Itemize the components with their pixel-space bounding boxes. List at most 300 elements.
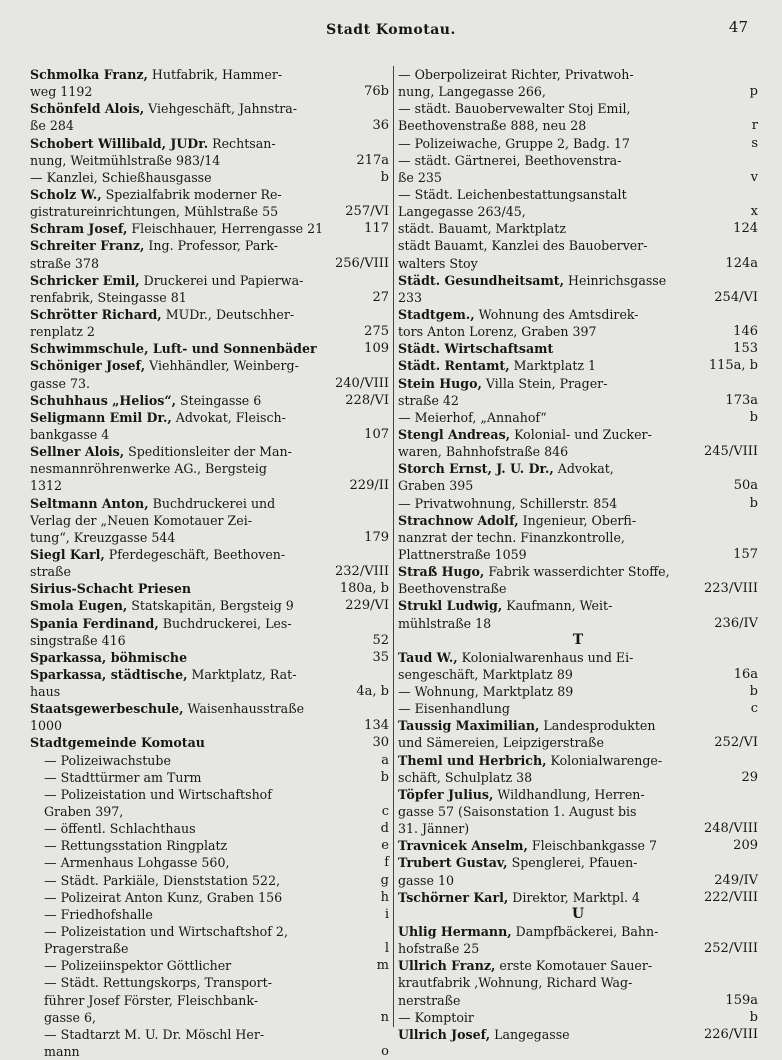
entry-text	[30, 255, 99, 272]
directory-line	[30, 992, 389, 1009]
entry-phone-number: 223/VIII	[704, 581, 758, 597]
entry-description: singstraße 416	[30, 632, 126, 648]
directory-line	[30, 289, 389, 306]
directory-line	[30, 580, 389, 597]
entry-description: Ing. Professor, Park-	[144, 238, 279, 254]
entry-text	[44, 940, 128, 957]
entry-phone-number: d	[380, 821, 389, 837]
directory-line	[30, 872, 389, 889]
entry-description: Rechtsan-	[208, 135, 276, 151]
entry-phone-number: g	[380, 872, 389, 888]
entry-name: Sirius-Schacht Priesen	[30, 581, 192, 597]
entry-name: Schram Josef,	[30, 221, 128, 237]
entry-text	[30, 512, 252, 529]
entry-description: ße 235	[398, 169, 442, 185]
entry-text	[398, 460, 614, 477]
entry-text	[398, 237, 648, 254]
entry-description: Hutfabrik, Hammer-	[147, 67, 283, 82]
entry-text	[44, 1043, 80, 1060]
directory-line	[398, 580, 758, 597]
directory-line	[398, 443, 758, 460]
entry-text	[30, 289, 187, 306]
entry-text	[398, 615, 491, 632]
entry-phone-number: n	[380, 1009, 389, 1025]
entry-description: Fleischhauer, Herrengasse 21	[127, 221, 324, 237]
entry-description: Graben 397,	[44, 804, 124, 820]
entry-text	[398, 169, 442, 186]
entry-text	[30, 357, 299, 374]
directory-line	[30, 597, 389, 614]
entry-phone-number: h	[380, 889, 389, 905]
entry-description: Spezialfabrik moderner Re-	[101, 186, 282, 202]
entry-text	[398, 889, 640, 906]
directory-line	[30, 683, 389, 700]
entry-phone-number: 157	[733, 546, 758, 562]
entry-description: tors Anton Lorenz, Graben 397	[398, 324, 597, 340]
page-number: 47	[728, 18, 748, 36]
entry-text	[398, 854, 637, 871]
entry-text	[30, 169, 212, 186]
directory-line	[30, 152, 389, 169]
directory-line	[30, 237, 389, 254]
entry-phone-number: 107	[364, 426, 389, 442]
entry-text	[398, 186, 627, 203]
entry-text	[30, 392, 261, 409]
entry-description: — Stadttürmer am Turm	[44, 769, 202, 785]
entry-description: — Polizeiwachstube	[44, 752, 171, 768]
entry-description: krautfabrik ,Wohnung, Richard Wag-	[398, 975, 633, 991]
entry-description: ße 284	[30, 118, 74, 134]
entry-name: Schönfeld Alois,	[30, 101, 145, 117]
entry-text	[398, 323, 597, 340]
entry-text	[398, 923, 658, 940]
entry-name: Smola Eugen,	[30, 598, 128, 614]
entry-description: Langegasse	[490, 1026, 570, 1042]
entry-text	[398, 580, 507, 597]
entry-text	[30, 649, 187, 666]
directory-line	[30, 563, 389, 580]
entry-phone-number: 35	[372, 649, 389, 665]
entry-text	[44, 820, 196, 837]
directory-line	[398, 769, 758, 786]
entry-text	[44, 1026, 264, 1043]
entry-name: Tschörner Karl,	[398, 889, 509, 905]
entry-phone-number: 76b	[364, 84, 389, 100]
entry-text	[30, 203, 278, 220]
entry-description: gasse 10	[398, 872, 454, 888]
directory-line	[398, 1026, 758, 1043]
entry-description: führer Josef Förster, Fleischbank-	[44, 992, 259, 1008]
directory-line	[398, 460, 758, 477]
directory-line	[30, 974, 389, 991]
directory-line	[30, 649, 389, 666]
directory-line	[30, 443, 389, 460]
entry-description: Ingenieur, Oberfi-	[518, 512, 637, 528]
entry-text	[398, 426, 652, 443]
entry-phone-number: 236/IV	[714, 615, 758, 631]
directory-line	[30, 906, 389, 923]
entry-text	[398, 289, 422, 306]
entry-text	[30, 117, 74, 134]
entry-phone-number: 256/VIII	[335, 255, 389, 271]
entry-text	[30, 495, 275, 512]
entry-text	[398, 940, 479, 957]
directory-line	[398, 117, 758, 134]
entry-description: Buchdruckerei und	[148, 495, 276, 511]
entry-name: Schricker Emil,	[30, 272, 140, 288]
entry-description: mühlstraße 18	[398, 615, 492, 631]
entry-phone-number: l	[384, 941, 389, 957]
directory-line	[30, 803, 389, 820]
entry-text	[30, 375, 90, 392]
entry-phone-number: 124	[733, 221, 758, 237]
entry-description: Plattnerstraße 1059	[398, 546, 527, 562]
entry-description: hofstraße 25	[398, 941, 480, 957]
entry-text	[398, 734, 604, 751]
entry-text	[44, 923, 288, 940]
entry-phone-number: c	[750, 701, 758, 717]
entry-description: mann	[44, 1044, 80, 1060]
entry-description: Beethovenstraße 888, neu 28	[398, 118, 587, 134]
entry-description: Dampfbäckerei, Bahn-	[511, 924, 659, 940]
entry-name: Schrötter Richard,	[30, 306, 162, 322]
entry-phone-number: 115a, b	[708, 358, 758, 374]
entry-name: Theml und Herbrich,	[398, 752, 547, 768]
entry-description: — Stadtarzt M. U. Dr. Möschl Her-	[44, 1026, 265, 1042]
directory-line	[398, 872, 758, 889]
entry-description: 233	[398, 289, 423, 305]
directory-line	[30, 666, 389, 683]
entry-phone-number: 249/IV	[714, 872, 758, 888]
entry-description: Steingasse 6	[176, 392, 262, 408]
entry-text	[30, 409, 286, 426]
entry-text	[30, 443, 292, 460]
directory-line	[30, 889, 389, 906]
entry-name: Stengl Andreas,	[398, 426, 511, 442]
entry-description: Viehgeschäft, Jahnstra-	[144, 101, 298, 117]
entry-description: Speditionsleiter der Man-	[124, 444, 292, 460]
entry-name: Stadtgem.,	[398, 306, 475, 322]
directory-line	[398, 152, 758, 169]
entry-description: Langegasse 263/45,	[398, 204, 526, 220]
entry-text	[398, 563, 670, 580]
entry-text	[30, 717, 62, 734]
directory-line	[30, 169, 389, 186]
entry-text	[30, 237, 278, 254]
entry-phone-number: f	[384, 855, 389, 871]
entry-description: nerstraße	[398, 992, 461, 1008]
entry-phone-number: 248/VIII	[704, 821, 758, 837]
entry-description: — Kanzlei, Schießhausgasse	[30, 169, 212, 185]
entry-text	[398, 512, 636, 529]
entry-phone-number: 4a, b	[356, 684, 389, 700]
directory-line	[398, 615, 758, 632]
entry-text	[398, 649, 633, 666]
entry-description: und Sämereien, Leipzigerstraße	[398, 735, 604, 751]
entry-description: Landesprodukten	[539, 718, 656, 734]
entry-description: renfabrik, Steingasse 81	[30, 289, 187, 305]
entry-text	[398, 135, 630, 152]
entry-text	[30, 529, 175, 546]
entry-text	[44, 974, 272, 991]
directory-line	[30, 495, 389, 512]
entry-description: nesmannröhrenwerke AG., Bergsteig	[30, 461, 267, 477]
directory-line	[398, 957, 758, 974]
directory-line	[30, 100, 389, 117]
entry-description: Fleischbankgasse 7	[527, 838, 657, 854]
directory-line	[398, 632, 758, 649]
entry-name: Scholz W.,	[30, 186, 102, 202]
entry-phone-number: b	[380, 769, 389, 785]
entry-description: tung“, Kreuzgasse 544	[30, 529, 176, 545]
directory-line	[398, 889, 758, 906]
entry-description: nanzrat der techn. Finanzkontrolle,	[398, 529, 625, 545]
entry-text	[30, 272, 303, 289]
entry-description: — Eisenhandlung	[398, 701, 510, 717]
entry-text	[44, 786, 272, 803]
entry-description: — Polizeistation und Wirtschaftshof 2,	[44, 924, 288, 940]
entry-phone-number: e	[381, 838, 389, 854]
entry-phone-number: 232/VIII	[335, 564, 389, 580]
entry-text	[398, 752, 662, 769]
entry-phone-number: 146	[733, 324, 758, 340]
directory-line	[30, 255, 389, 272]
entry-text	[44, 1009, 96, 1026]
entry-phone-number: 153	[733, 341, 758, 357]
entry-description: sengeschäft, Marktplatz 89	[398, 666, 573, 682]
directory-line	[30, 529, 389, 546]
entry-text	[30, 152, 220, 169]
entry-description: Statskapitän, Bergsteig 9	[127, 598, 294, 614]
entry-description: — Polizeistation und Wirtschaftshof	[44, 786, 272, 802]
entry-name: Städt. Rentamt,	[398, 358, 510, 374]
entry-description: Buchdruckerei, Les-	[158, 615, 292, 631]
entry-description: erste Komotauer Sauer-	[495, 958, 653, 974]
section-letter: U	[571, 905, 585, 922]
directory-line	[30, 409, 389, 426]
entry-description: — Wohnung, Marktplatz 89	[398, 684, 574, 700]
entry-text	[398, 820, 469, 837]
entry-text	[30, 563, 71, 580]
directory-line	[30, 426, 389, 443]
entry-text	[44, 992, 258, 1009]
entry-name: Schreiter Franz,	[30, 238, 145, 254]
entry-text	[30, 546, 285, 563]
entry-text	[44, 837, 227, 854]
entry-description: — städt. Bauobervewalter Stoj Emil,	[398, 101, 631, 117]
entry-description: Druckerei und Papierwa-	[139, 272, 304, 288]
entry-description: 31. Jänner)	[398, 821, 470, 837]
entry-text	[44, 957, 231, 974]
directory-line	[398, 255, 758, 272]
directory-line	[30, 923, 389, 940]
directory-line	[398, 340, 758, 357]
entry-description: Advokat, Fleisch-	[171, 409, 286, 425]
entry-description: — Komptoir	[398, 1009, 474, 1025]
directory-line	[30, 357, 389, 374]
entry-phone-number: 180a, b	[339, 581, 389, 597]
entry-phone-number: s	[751, 135, 758, 151]
entry-description: Marktplatz 1	[509, 358, 597, 374]
entry-text	[398, 152, 621, 169]
entry-description: Verlag der „Neuen Komotauer Zei-	[30, 512, 253, 528]
entry-description: — Städt. Parkiäle, Dienststation 522,	[44, 872, 281, 888]
entry-description: straße	[30, 564, 71, 580]
entry-phone-number: 16a	[733, 666, 758, 682]
entry-phone-number: p	[749, 84, 758, 100]
entry-name: Seltmann Anton,	[30, 495, 149, 511]
directory-line	[30, 340, 389, 357]
entry-text	[398, 957, 652, 974]
directory-line	[30, 769, 389, 786]
entry-description: — Polizeiwache, Gruppe 2, Badg. 17	[398, 135, 630, 151]
entry-text	[30, 306, 294, 323]
directory-line	[398, 597, 758, 614]
directory-line	[30, 854, 389, 871]
directory-line	[398, 734, 758, 751]
entry-description: haus	[30, 684, 61, 700]
entry-phone-number: 36	[372, 118, 389, 134]
entry-name: Trubert Gustav,	[398, 855, 508, 871]
entry-text	[398, 255, 478, 272]
entry-name: Stein Hugo,	[398, 375, 482, 391]
entry-phone-number: r	[751, 118, 758, 134]
entry-description: Waisenhausstraße	[183, 701, 305, 717]
entry-text	[30, 340, 317, 357]
entry-description: Advokat,	[553, 461, 614, 477]
entry-text	[398, 83, 546, 100]
entry-text	[398, 392, 459, 409]
entry-description: straße 42	[398, 392, 459, 408]
directory-line	[398, 375, 758, 392]
entry-phone-number: 252/VIII	[704, 941, 758, 957]
directory-line	[30, 203, 389, 220]
entry-text	[398, 203, 526, 220]
entry-text	[44, 872, 280, 889]
entry-description: — Oberpolizeirat Richter, Privatwoh-	[398, 67, 634, 82]
entry-phone-number: b	[749, 684, 758, 700]
directory-line	[30, 837, 389, 854]
entry-text	[398, 117, 586, 134]
directory-line	[398, 717, 758, 734]
page-header	[0, 18, 782, 40]
entry-name: Ullrich Josef,	[398, 1026, 491, 1042]
entry-description: Spenglerei, Pfauen-	[507, 855, 638, 871]
directory-line	[398, 854, 758, 871]
entry-description: 1000	[30, 718, 63, 734]
entry-phone-number: 179	[364, 529, 389, 545]
directory-line	[30, 477, 389, 494]
entry-phone-number: b	[749, 495, 758, 511]
entry-text	[30, 615, 292, 632]
directory-line	[398, 495, 758, 512]
entry-description: — Polizeiinspektor Göttlicher	[44, 958, 232, 974]
directory-line	[30, 700, 389, 717]
entry-name: Strachnow Adolf,	[398, 512, 519, 528]
entry-name: Staatsgewerbeschule,	[30, 701, 184, 717]
directory-line	[398, 923, 758, 940]
entry-name: Straß Hugo,	[398, 564, 485, 580]
directory-line	[398, 323, 758, 340]
entry-name: Seligmann Emil Dr.,	[30, 409, 172, 425]
entry-name: Spania Ferdinand,	[30, 615, 159, 631]
entry-phone-number: i	[384, 906, 389, 922]
directory-line	[398, 666, 758, 683]
entry-text	[398, 786, 645, 803]
directory-line	[398, 546, 758, 563]
entry-name: Taud W.,	[398, 649, 458, 665]
entry-text	[398, 837, 657, 854]
entry-description: waren, Bahnhofstraße 846	[398, 444, 569, 460]
entry-description: schäft, Schulplatz 38	[398, 769, 533, 785]
entry-description: Heinrichsgasse	[564, 272, 667, 288]
entry-text	[398, 872, 454, 889]
entry-text	[30, 597, 294, 614]
entry-phone-number: 229/VI	[345, 598, 389, 614]
entry-text	[398, 1026, 570, 1043]
directory-line	[398, 906, 758, 923]
left-column	[30, 66, 389, 1060]
entry-phone-number: 257/VI	[345, 204, 389, 220]
entry-text	[398, 1009, 474, 1026]
entry-name: Stadtgemeinde Komotau	[30, 735, 205, 751]
directory-line	[30, 940, 389, 957]
entry-phone-number: 226/VIII	[704, 1026, 758, 1042]
entry-description: städt Bauamt, Kanzlei des Bauoberver-	[398, 238, 648, 254]
directory-line	[398, 357, 758, 374]
directory-line	[398, 272, 758, 289]
directory-line	[30, 66, 389, 83]
directory-line	[398, 306, 758, 323]
directory-line	[30, 734, 389, 751]
column-divider	[393, 66, 394, 1027]
entry-text	[398, 597, 612, 614]
entry-description: — Privatwohnung, Schillerstr. 854	[398, 495, 618, 511]
right-column	[398, 66, 758, 1042]
directory-line	[398, 820, 758, 837]
directory-line	[30, 615, 389, 632]
section-letter: T	[572, 631, 584, 648]
entry-description: Kolonialwarenhaus und Ei-	[457, 649, 634, 665]
entry-description: — Rettungsstation Ringplatz	[44, 838, 228, 854]
entry-description: renplatz 2	[30, 324, 95, 340]
entry-description: — Städt. Rettungskorps, Transport-	[44, 975, 272, 991]
entry-phone-number: 229/II	[349, 478, 389, 494]
entry-description: Kolonial- und Zucker-	[510, 426, 652, 442]
entry-text	[398, 717, 655, 734]
entry-name: Storch Ernst, J. U. Dr.,	[398, 461, 554, 477]
entry-description: Pferdegeschäft, Beethoven-	[104, 546, 286, 562]
entry-name: Sparkassa, böhmische	[30, 649, 188, 665]
entry-phone-number: b	[380, 169, 389, 185]
entry-text	[398, 443, 568, 460]
directory-line	[398, 992, 758, 1009]
entry-text	[30, 460, 267, 477]
entry-description: — Städt. Leichenbestattungsanstalt	[398, 186, 627, 202]
entry-phone-number: o	[381, 1044, 389, 1060]
directory-line	[30, 117, 389, 134]
entry-text	[44, 889, 282, 906]
entry-phone-number: 254/VI	[714, 289, 758, 305]
entry-name: Töpfer Julius,	[398, 786, 494, 802]
directory-line	[398, 529, 758, 546]
entry-description: Fabrik wasserdichter Stoffe,	[484, 564, 670, 580]
directory-line	[398, 700, 758, 717]
entry-description: Marktplatz, Rat-	[187, 666, 297, 682]
entry-description: Beethovenstraße	[398, 581, 507, 597]
entry-phone-number: 109	[364, 341, 389, 357]
directory-line	[398, 803, 758, 820]
